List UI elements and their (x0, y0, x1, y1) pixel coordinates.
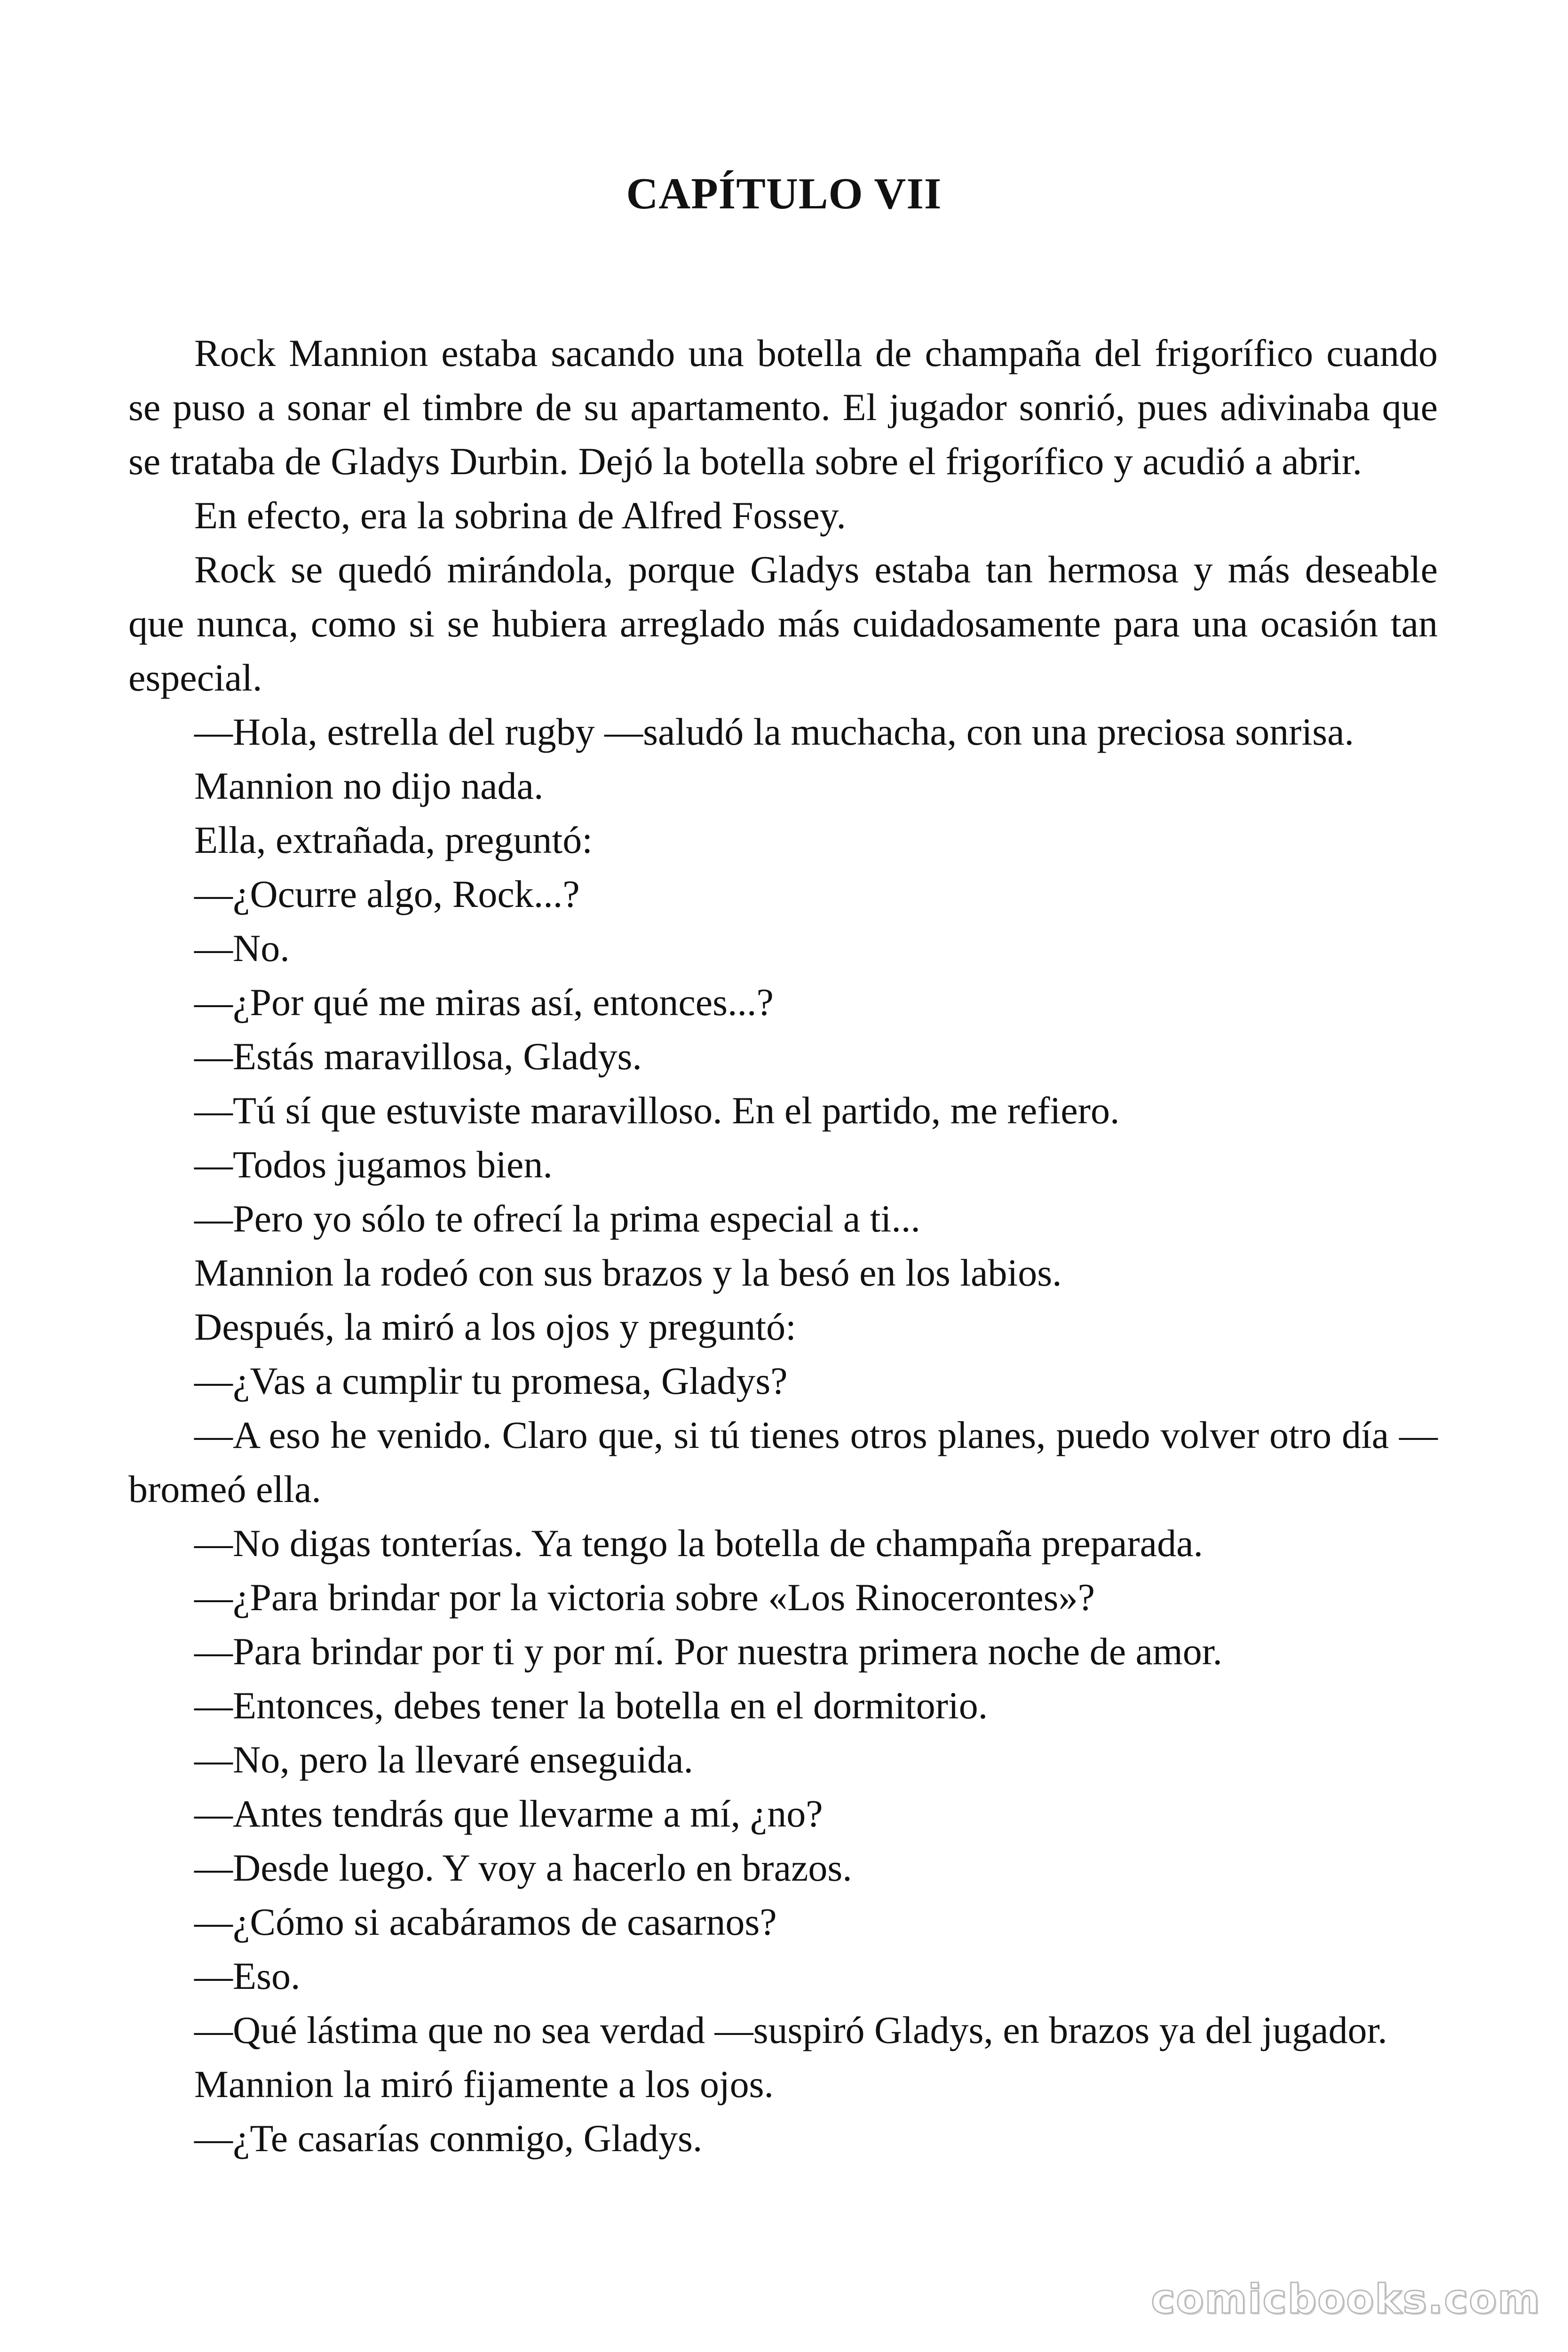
paragraph: —Para brindar por ti y por mí. Por nuestra primera noche de amor. (194, 1630, 1223, 1673)
paragraph: —¿Cómo si acabáramos de casarnos? (194, 1900, 777, 1943)
paragraph: —Pero yo sólo te ofrecí la prima especial a ti... (194, 1197, 920, 1240)
paragraph: Mannion la rodeó con sus brazos y la besó en los labios. (194, 1251, 1062, 1294)
chapter-body (128, 326, 1438, 2165)
paragraph: En efecto, era la sobrina de Alfred Fossey. (194, 494, 846, 537)
paragraph: —Estás maravillosa, Gladys. (194, 1035, 642, 1078)
site-watermark: comicbooks.com (1151, 2276, 1541, 2323)
paragraph: Ella, extrañada, preguntó: (194, 818, 593, 861)
paragraph: Después, la miró a los ojos y preguntó: (194, 1305, 796, 1348)
paragraph: —A eso he venido. Claro que, si tú tienes otros planes, puedo volver otro día —bromeó ella. (128, 1414, 1438, 1510)
paragraph: —¿Ocurre algo, Rock...? (194, 873, 580, 915)
paragraph: —Entonces, debes tener la botella en el dormitorio. (194, 1684, 988, 1727)
paragraph: —No digas tonterías. Ya tengo la botella de champaña preparada. (194, 1522, 1203, 1565)
paragraph: —Todos jugamos bien. (194, 1143, 553, 1186)
paragraph: Mannion no dijo nada. (194, 764, 544, 807)
paragraph: Rock Mannion estaba sacando una botella de champaña del frigorífico cuando se puso a sonar el timbre de su apartamento. El jugador sonrió, pues adivinaba que se trataba de Gladys Durbin. Dejó la botella sobre el frigorífico y acudió a abrir. (128, 332, 1438, 483)
paragraph: —¿Vas a cumplir tu promesa, Gladys? (194, 1359, 788, 1402)
paragraph: —No. (194, 927, 290, 969)
chapter-title: CAPÍTULO VII (626, 169, 942, 218)
paragraph: —¿Para brindar por la victoria sobre «Los Rinocerontes»? (194, 1576, 1095, 1619)
paragraph: —Antes tendrás que llevarme a mí, ¿no? (194, 1792, 823, 1835)
paragraph: —Desde luego. Y voy a hacerlo en brazos. (194, 1846, 852, 1889)
paragraph: —Qué lástima que no sea verdad —suspiró Gladys, en brazos ya del jugador. (194, 2009, 1387, 2051)
paragraph: —Tú sí que estuviste maravilloso. En el partido, me refiero. (194, 1089, 1120, 1132)
paragraph: —¿Por qué me miras así, entonces...? (194, 981, 774, 1024)
paragraph: —¿Te casarías conmigo, Gladys. (194, 2117, 703, 2160)
paragraph: Mannion la miró fijamente a los ojos. (194, 2063, 774, 2106)
paragraph: —Eso. (194, 1955, 301, 1997)
paragraph: —Hola, estrella del rugby —saludó la muchacha, con una preciosa sonrisa. (194, 710, 1354, 753)
paragraph: Rock se quedó mirándola, porque Gladys estaba tan hermosa y más deseable que nunca, como si se hubiera arreglado más cuidadosamente para una ocasión tan especial. (128, 548, 1438, 699)
paragraph: —No, pero la llevaré enseguida. (194, 1738, 694, 1781)
